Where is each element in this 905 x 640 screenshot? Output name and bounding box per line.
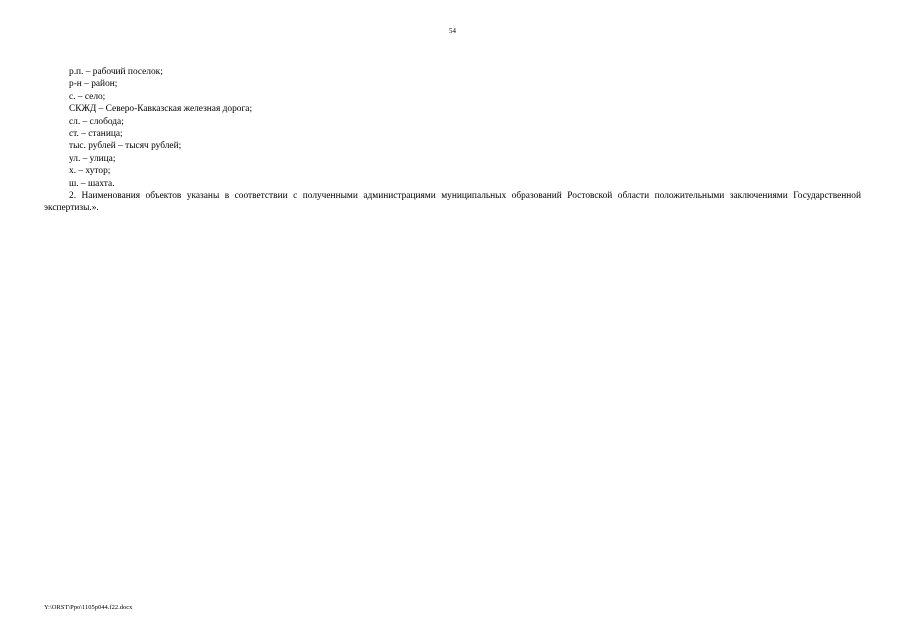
page-number: 54: [449, 27, 456, 35]
note-paragraph: 2. Наименования объектов указаны в соответствии с полученными администрациями муниципальных образований Ростовской области положительными заключениями Государственной экспертизы.».: [44, 191, 861, 214]
abbreviation-line: ст. – станица;: [69, 129, 123, 140]
abbreviation-line: х. – хутор;: [69, 166, 111, 177]
abbreviation-line: ул. – улица;: [69, 153, 116, 164]
abbreviation-list: [44, 66, 861, 190]
abbreviation-line: тыс. рублей – тысяч рублей;: [69, 141, 182, 152]
footer-file-path: Y:\ORST\Ppo\1105p044.f22.docx: [44, 604, 133, 611]
abbreviation-line: СКЖД – Северо-Кавказская железная дорога;: [69, 104, 253, 115]
abbreviation-line: ш. – шахта.: [69, 178, 115, 189]
abbreviation-line: сл. – слобода;: [69, 116, 124, 127]
abbreviation-line: р-н – район;: [69, 79, 118, 90]
abbreviation-line: с. – село;: [69, 91, 106, 102]
abbreviation-line: р.п. – рабочий поселок;: [69, 67, 163, 77]
document-body: [44, 66, 861, 215]
